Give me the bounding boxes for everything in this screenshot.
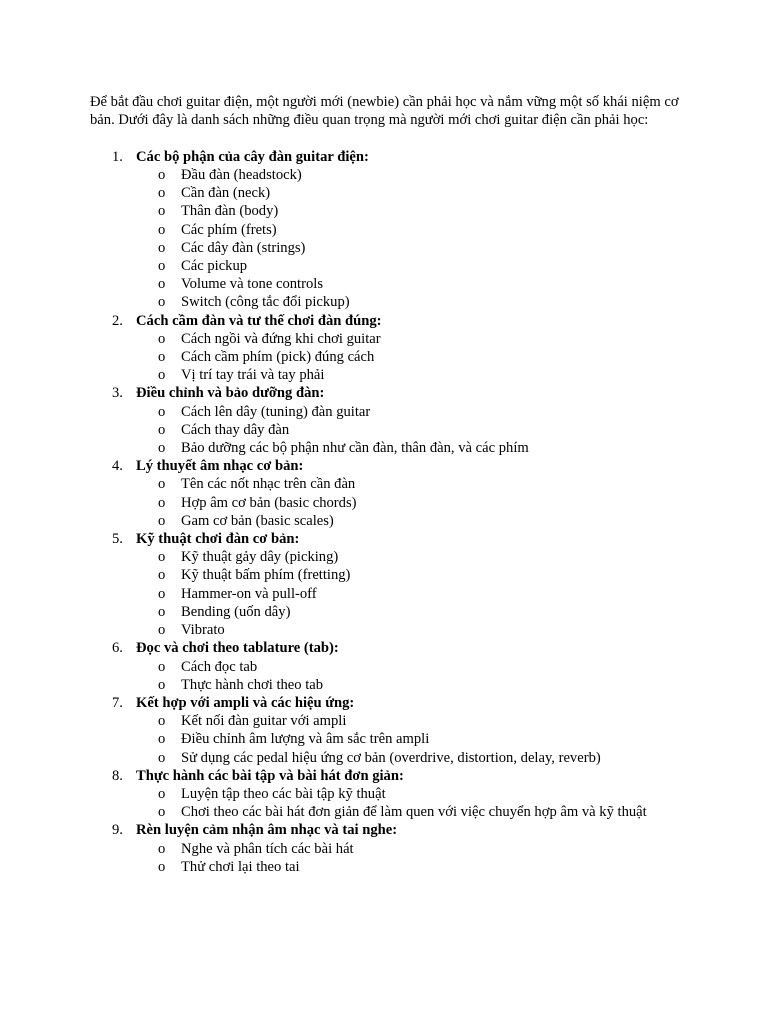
bullet-marker: o: [158, 258, 166, 275]
sub-item-list: [136, 548, 680, 639]
bullet-marker: o: [158, 349, 166, 366]
bullet-marker: o: [158, 804, 166, 821]
bullet-marker: o: [158, 622, 166, 639]
list-item-text: Cách cầm phím (pick) đúng cách: [181, 349, 375, 366]
list-item: [136, 184, 680, 202]
bullet-marker: o: [158, 658, 166, 675]
list-item: [136, 676, 680, 694]
sub-item-list: [136, 712, 680, 767]
bullet-marker: o: [158, 403, 166, 420]
list-item: [136, 475, 680, 493]
bullet-marker: o: [158, 330, 166, 347]
section-item: [90, 148, 680, 312]
list-item-text: Thực hành chơi theo tab: [181, 676, 324, 693]
list-item: [136, 803, 680, 821]
list-item-text: Các pickup: [181, 258, 248, 275]
list-item: [136, 239, 680, 257]
list-item-text: Hợp âm cơ bản (basic chords): [181, 494, 357, 511]
section-item: [90, 530, 680, 639]
sub-item-list: [136, 403, 680, 458]
list-item: [136, 603, 680, 621]
list-item-text: Sử dụng các pedal hiệu ứng cơ bản (overdrive, distortion, delay, reverb): [181, 749, 601, 766]
list-item-text: Luyện tập theo các bài tập kỹ thuật: [181, 785, 386, 802]
list-item-text: Hammer-on và pull-off: [181, 585, 317, 602]
list-item: [136, 202, 680, 220]
list-item-text: Nghe và phân tích các bài hát: [181, 840, 354, 857]
list-item: [136, 366, 680, 384]
list-item: [136, 840, 680, 858]
bullet-marker: o: [158, 203, 166, 220]
section-number: 7.: [112, 694, 123, 711]
list-item-text: Chơi theo các bài hát đơn giản để làm quen với việc chuyển hợp âm và kỹ thuật: [181, 804, 647, 821]
sub-item-list: [136, 785, 680, 821]
list-item-text: Cách đọc tab: [181, 658, 258, 675]
bullet-marker: o: [158, 858, 166, 875]
bullet-marker: o: [158, 840, 166, 857]
list-item: [136, 257, 680, 275]
list-item: [136, 730, 680, 748]
section-title: Đọc và chơi theo tablature (tab):: [136, 640, 339, 657]
bullet-marker: o: [158, 731, 166, 748]
section-item: [90, 694, 680, 767]
list-item: [136, 275, 680, 293]
document-page: [90, 93, 680, 876]
sub-item-list: [136, 475, 680, 530]
list-item: [136, 749, 680, 767]
list-item-text: Thử chơi lại theo tai: [181, 858, 300, 875]
intro-paragraph: Để bắt đầu chơi guitar điện, một người mới (newbie) cần phải học và nắm vững một số khái niệm cơ bản. Dưới đây là danh sách những điều quan trọng mà người mới chơi guitar điện cần phải học:: [90, 94, 679, 129]
bullet-marker: o: [158, 221, 166, 238]
section-title: Rèn luyện cảm nhận âm nhạc và tai nghe:: [136, 822, 398, 839]
list-item-text: Cách lên dây (tuning) đàn guitar: [181, 403, 371, 420]
bullet-marker: o: [158, 713, 166, 730]
list-item-text: Bảo dưỡng các bộ phận như cần đàn, thân đàn, và các phím: [181, 440, 529, 457]
section-item: [90, 312, 680, 385]
list-item: [136, 585, 680, 603]
section-number: 2.: [112, 312, 123, 329]
sub-item-list: [136, 840, 680, 876]
bullet-marker: o: [158, 785, 166, 802]
section-number: 1.: [112, 148, 123, 165]
section-item: [90, 384, 680, 457]
bullet-marker: o: [158, 603, 166, 620]
list-item-text: Bending (uốn dây): [181, 603, 291, 620]
bullet-marker: o: [158, 549, 166, 566]
section-item: [90, 821, 680, 876]
section-list: [90, 148, 680, 876]
list-item-text: Thân đàn (body): [181, 203, 279, 220]
section-number: 5.: [112, 531, 123, 548]
list-item: [136, 348, 680, 366]
bullet-marker: o: [158, 512, 166, 529]
list-item: [136, 712, 680, 730]
section-number: 3.: [112, 385, 123, 402]
list-item: [136, 785, 680, 803]
list-item: [136, 621, 680, 639]
bullet-marker: o: [158, 367, 166, 384]
list-item: [136, 221, 680, 239]
section-number: 9.: [112, 822, 123, 839]
list-item-text: Kỹ thuật bấm phím (fretting): [181, 567, 351, 584]
section-item: [90, 457, 680, 530]
bullet-marker: o: [158, 676, 166, 693]
list-item: [136, 293, 680, 311]
list-item: [136, 566, 680, 584]
list-item-text: Cách thay dây đàn: [181, 421, 290, 438]
list-item-text: Các phím (frets): [181, 221, 277, 238]
section-number: 6.: [112, 640, 123, 657]
list-item-text: Vibrato: [181, 622, 225, 639]
bullet-marker: o: [158, 167, 166, 184]
list-item-text: Kết nối đàn guitar với ampli: [181, 713, 347, 730]
bullet-marker: o: [158, 749, 166, 766]
sub-item-list: [136, 330, 680, 385]
list-item-text: Tên các nốt nhạc trên cần đàn: [181, 476, 356, 493]
list-item: [136, 166, 680, 184]
bullet-marker: o: [158, 294, 166, 311]
list-item: [136, 858, 680, 876]
list-item-text: Volume và tone controls: [181, 276, 323, 293]
list-item: [136, 494, 680, 512]
list-item: [136, 439, 680, 457]
list-item: [136, 512, 680, 530]
list-item: [136, 548, 680, 566]
sub-item-list: [136, 166, 680, 312]
list-item-text: Đầu đàn (headstock): [181, 167, 302, 184]
bullet-marker: o: [158, 276, 166, 293]
bullet-marker: o: [158, 440, 166, 457]
sub-item-list: [136, 658, 680, 694]
bullet-marker: o: [158, 567, 166, 584]
list-item-text: Gam cơ bản (basic scales): [181, 512, 334, 529]
list-item-text: Switch (công tắc đổi pickup): [181, 294, 350, 311]
bullet-marker: o: [158, 494, 166, 511]
list-item: [136, 421, 680, 439]
list-item: [136, 330, 680, 348]
bullet-marker: o: [158, 421, 166, 438]
section-title: Điều chỉnh và bảo dưỡng đàn:: [136, 385, 325, 402]
list-item-text: Điều chỉnh âm lượng và âm sắc trên ampli: [181, 731, 430, 748]
bullet-marker: o: [158, 239, 166, 256]
section-title: Kỹ thuật chơi đàn cơ bản:: [136, 531, 300, 548]
bullet-marker: o: [158, 585, 166, 602]
section-title: Cách cầm đàn và tư thế chơi đàn đúng:: [136, 312, 382, 329]
section-title: Lý thuyết âm nhạc cơ bản:: [136, 458, 304, 475]
list-item-text: Các dây đàn (strings): [181, 239, 306, 256]
section-number: 4.: [112, 458, 123, 475]
list-item: [136, 658, 680, 676]
list-item: [136, 403, 680, 421]
list-item-text: Cần đàn (neck): [181, 185, 271, 202]
list-item-text: Cách ngồi và đứng khi chơi guitar: [181, 330, 381, 347]
section-item: [90, 767, 680, 822]
section-title: Thực hành các bài tập và bài hát đơn giản:: [136, 767, 404, 784]
section-number: 8.: [112, 767, 123, 784]
section-item: [90, 639, 680, 694]
bullet-marker: o: [158, 185, 166, 202]
list-item-text: Vị trí tay trái và tay phải: [181, 367, 325, 384]
list-item-text: Kỹ thuật gảy dây (picking): [181, 549, 339, 566]
section-title: Các bộ phận của cây đàn guitar điện:: [136, 148, 369, 165]
bullet-marker: o: [158, 476, 166, 493]
section-title: Kết hợp với ampli và các hiệu ứng:: [136, 694, 355, 711]
